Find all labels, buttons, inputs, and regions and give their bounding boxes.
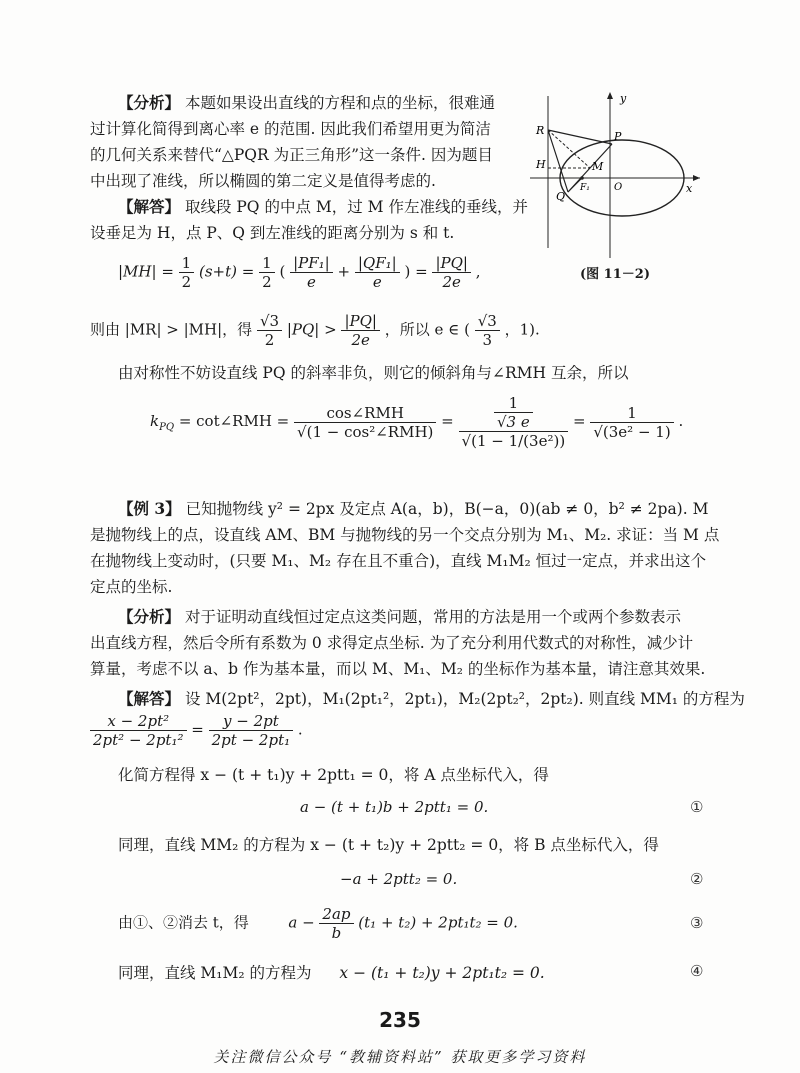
label-q: Q	[556, 190, 566, 203]
eq-mh-pf1-den: e	[306, 273, 316, 291]
eq-k-frac3	[590, 404, 673, 441]
example3-line-2: 是抛物线上的点，设直线 AM、BM 与抛物线的另一个交点分别为 M₁、M₂. 求证：当 M 点	[90, 526, 720, 544]
equation-1-number: ①	[690, 798, 704, 816]
sol2-frac-b-den: 2pt − 2pt₁	[211, 731, 291, 749]
then-text-2: |PQ| >	[286, 320, 337, 339]
similar-line: 同理，直线 MM₂ 的方程为 x − (t + t₂)y + 2ptt₂ = 0，将 B 点坐标代入，得	[118, 836, 659, 854]
equation-4-number: ④	[690, 962, 704, 980]
eq3-a: a −	[288, 913, 315, 932]
eq-k-eq2: =	[441, 412, 454, 430]
solution1-text-1: 取线段 PQ 的中点 M，过 M 作左准线的垂线，并	[184, 198, 528, 216]
analysis1-line-3: 的几何关系来替代“△PQR 为正三角形”这一条件. 因为题目	[90, 146, 493, 164]
eliminate-text: 由①、②消去 t，得	[118, 913, 249, 932]
eq-k-frac2	[459, 394, 569, 450]
then-interval-num: √3	[475, 312, 500, 331]
page-number: 235	[379, 1008, 421, 1032]
eq-mh-pq	[432, 254, 471, 291]
symmetry-line: 由对称性不妨设直线 PQ 的斜率非负，则它的倾斜角与∠RMH 互余，所以	[118, 364, 629, 382]
label-y: y	[620, 92, 627, 105]
eq-mh-qf1-num: |QF₁|	[355, 254, 400, 273]
eq-mh-half2	[259, 254, 275, 291]
equation-2: −a + 2ptt₂ = 0.	[340, 870, 458, 888]
equation-4: x − (t₁ + t₂)y + 2pt₁t₂ = 0.	[339, 964, 545, 982]
simplify-line: 化简方程得 x − (t + t₁)y + 2ptt₁ = 0，将 A 点坐标代入，得	[118, 766, 549, 784]
example3-line-3: 在抛物线上变动时，(只要 M₁、M₂ 存在且不重合)，直线 M₁M₂ 恒过一定点，并求出这个	[90, 552, 707, 570]
then-sqrt3-half	[257, 312, 282, 349]
example3-line-1	[118, 498, 708, 520]
eq-k-eq1: = cot∠RMH =	[178, 412, 290, 430]
solution1-label: 【解答】	[118, 197, 181, 216]
sol2-frac-a	[90, 712, 187, 749]
eq-mh-pf1-num: |PF₁|	[290, 254, 333, 273]
eq-mh-half-den: 2	[181, 273, 192, 291]
analysis2-line-3: 算量，考虑不以 a、b 作为基本量，而以 M、M₁、M₂ 的坐标作为基本量，请注意其效果.	[90, 660, 706, 678]
figure-caption: (图 11－2)	[580, 267, 650, 282]
eq-k-num3: 1	[590, 404, 673, 423]
solution2-text-1: 设 M(2pt²，2pt)，M₁(2pt₁²，2pt₁)，M₂(2pt₂²，2pt₂). 则直线 MM₁ 的方程为	[184, 690, 745, 708]
eq-mh-lhs: |MH| =	[118, 262, 174, 281]
eq-mh-pq-den: 2e	[442, 273, 461, 291]
footer-text: 关注微信公众号 “教辅资料站” 获取更多学习资料	[213, 1048, 587, 1066]
equation-2-number: ②	[690, 870, 704, 888]
eq-mh-lparen: (	[279, 262, 286, 281]
analysis2-line-2: 出直线方程，然后令所有系数为 0 求得定点坐标. 为了充分利用代数式的对称性，减少计	[90, 634, 694, 652]
eq-k-den3: √(3e² − 1)	[593, 422, 671, 441]
analysis1-text-1: 本题如果设出直线的方程和点的坐标，很难通	[184, 94, 495, 112]
eq3-frac	[319, 905, 353, 942]
solution2-frac-eq	[90, 712, 303, 749]
label-h: H	[536, 158, 546, 171]
solution1-line-2: 设垂足为 H，点 P、Q 到左准线的距离分别为 s 和 t.	[90, 224, 455, 242]
eq-mh-comma: ,	[475, 262, 481, 281]
segment-rq	[548, 130, 568, 192]
then-line	[90, 312, 540, 349]
eq-mh-rparen: )	[404, 262, 411, 281]
eq-mh-pf1	[290, 254, 333, 291]
segment-rp	[548, 130, 612, 144]
eq-k-den2: √(1 − 1/(3e²))	[461, 432, 566, 450]
eq-mh-half	[179, 254, 195, 291]
then-interval-l: (	[464, 320, 470, 339]
eq-k-end: .	[678, 412, 684, 430]
x-axis-arrow	[693, 175, 700, 181]
analysis1-line-2: 过计算化简得到离心率 e 的范围. 因此我们希望用更为简洁	[90, 120, 491, 138]
eq-k-num1: cos∠RMH	[294, 404, 436, 423]
example3-label: 【例 3】	[118, 499, 181, 518]
eq-mh-plus: +	[337, 262, 351, 281]
label-p: P	[614, 130, 622, 143]
then-interval-den: 3	[482, 331, 493, 349]
similar2-line	[118, 962, 545, 984]
solution2-line-1	[118, 688, 745, 710]
eq-k-den1: √(1 − cos²∠RMH)	[297, 422, 434, 441]
eq-k-num2	[459, 394, 569, 432]
sol2-frac-b-num: y − 2pt	[209, 712, 293, 731]
eq-mh-half-num: 1	[179, 254, 195, 273]
analysis2-text-1: 对于证明动直线恒过定点这类问题，常用的方法是用一个或两个参数表示	[184, 608, 681, 626]
label-m: M	[592, 160, 604, 173]
label-o: O	[614, 182, 623, 193]
then-interval-r: ，1).	[504, 320, 540, 339]
then-interval-frac	[475, 312, 500, 349]
solution1-line-1	[118, 196, 528, 218]
then-sqrt3-num: √3	[257, 312, 282, 331]
analysis1-line-1	[118, 92, 495, 114]
eq-mh-qf1-den: e	[372, 273, 382, 291]
label-f1: F₁	[580, 183, 590, 193]
similar2-text: 同理，直线 M₁M₂ 的方程为	[118, 964, 312, 982]
ellipse-figure	[530, 88, 710, 263]
then-sqrt3-den: 2	[264, 331, 275, 349]
eq3-frac-num: 2ap	[319, 905, 353, 924]
then-pq-num: |PQ|	[341, 312, 380, 331]
eliminate-line	[118, 905, 518, 942]
sol2-frac-b	[209, 712, 293, 749]
eq-mh-half2-num: 1	[259, 254, 275, 273]
sol2-eq: =	[191, 720, 204, 739]
equation-1: a − (t + t₁)b + 2ptt₁ = 0.	[300, 798, 489, 816]
example3-text-1: 已知抛物线 y² = 2px 及定点 A(a，b)，B(−a，0)(ab ≠ 0，b² ≠ 2pa). M	[185, 500, 709, 518]
solution2-label: 【解答】	[118, 689, 181, 708]
eq-mh-qf1	[355, 254, 400, 291]
sol2-frac-a-den: 2pt² − 2pt₁²	[93, 731, 184, 749]
analysis1-line-4: 中出现了准线，所以椭圆的第二定义是值得考虑的.	[90, 172, 436, 190]
eq-mh-st: (s+t) =	[199, 262, 255, 281]
eq-k-frac1	[294, 404, 436, 441]
eq-k-lhs: k	[150, 412, 160, 430]
then-pq-den: 2e	[351, 331, 370, 349]
eq-k-eq3: =	[572, 412, 586, 430]
eq-k-num2-top: 1	[494, 394, 533, 413]
eq-mh-pq-num: |PQ|	[432, 254, 471, 273]
sol2-frac-a-num: x − 2pt²	[90, 712, 187, 731]
eq3-b: (t₁ + t₂) + 2pt₁t₂ = 0.	[358, 913, 518, 932]
eq-mh-half2-den: 2	[262, 273, 272, 291]
y-axis-arrow	[607, 92, 613, 99]
analysis2-label: 【分析】	[118, 607, 181, 626]
equation-k	[150, 394, 683, 450]
analysis1-label: 【分析】	[118, 93, 181, 112]
focus-point	[580, 176, 584, 180]
sol2-end: .	[297, 720, 303, 739]
eq-k-lhs-sub: PQ	[159, 422, 175, 433]
then-text-3: ，所以 e ∈	[384, 320, 460, 339]
eq-mh-eq: =	[415, 262, 428, 281]
equation-3-number: ③	[690, 914, 704, 932]
equation-mh	[118, 254, 481, 291]
label-x: x	[686, 182, 693, 195]
then-text-1: 则由 |MR| > |MH|，得	[90, 320, 253, 339]
eq-k-num2-bot: √3 e	[496, 413, 530, 431]
eq3-frac-den: b	[331, 924, 342, 942]
then-pq-frac	[341, 312, 380, 349]
example3-line-4: 定点的坐标.	[90, 578, 173, 596]
label-r: R	[536, 124, 545, 137]
analysis2-line-1	[118, 606, 681, 628]
eq-k-num2-frac	[494, 394, 533, 431]
